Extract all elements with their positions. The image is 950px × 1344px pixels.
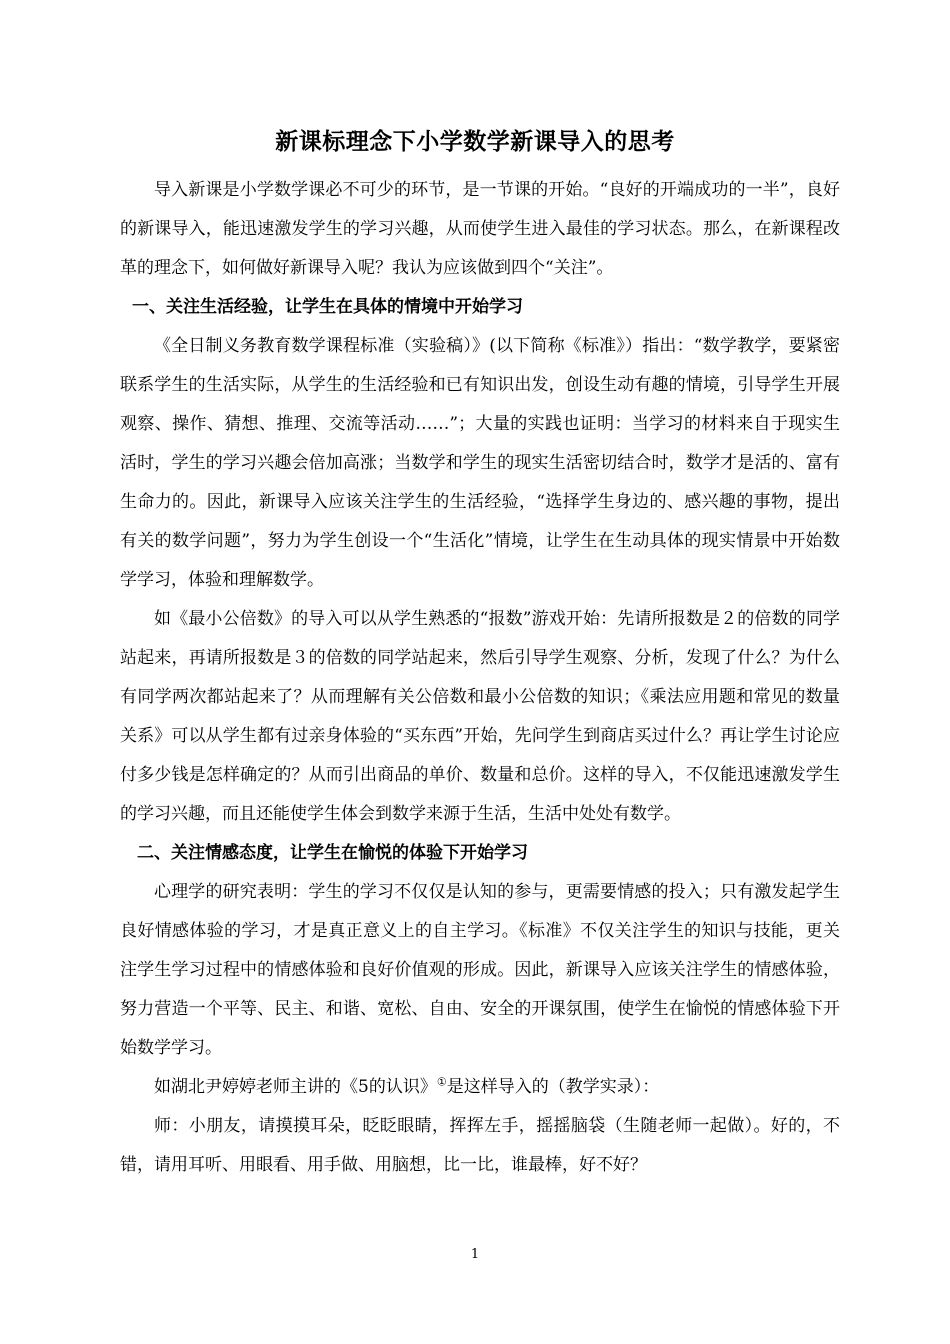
section-2-paragraph-3: 师：小朋友，请摸摸耳朵，眨眨眼睛，挥挥左手，摇摇脑袋（生随老师一起做）。好的，不错，请用耳听、用眼看、用手做、用脑想，比一比，谁最棒，好不好？ [120, 1116, 840, 1175]
footnote-reference[interactable]: ① [436, 1075, 447, 1089]
section-2-paragraph-2-tail: 是这样导入的（教学实录）： [446, 1077, 660, 1097]
section-2-paragraph-2 [120, 1068, 840, 1107]
section-2-heading: 二、关注情感态度，让学生在愉悦的体验下开始学习 [137, 843, 528, 863]
section-1-paragraph-1: 《全日制义务教育数学课程标准（实验稿）》(以下简称《标准》）指出：“数学教学，要紧密联系学生的生活实际，从学生的生活经验和已有知识出发，创设生动有趣的情境，引导学生开展观察、操作、猜想、推理、交流等活动……”；大量的实践也证明：当学习的材料来自于现实生活时，学生的学习兴趣会倍加高涨；当数学和学生的现实生活密切结合时，数学才是活的、富有生命力的。因此，新课导入应该关注学生的生活经验，“选择学生身边的、感兴趣的事物，提出有关的数学问题”，努力为学生创设一个“生活化”情境，让学生在生动具体的现实情景中开始数学学习，体验和理解数学。 [120, 336, 840, 590]
section-1-heading: 一、关注生活经验，让学生在具体的情境中开始学习 [132, 297, 523, 317]
section-2-paragraph-1: 心理学的研究表明：学生的学习不仅仅是认知的参与，更需要情感的投入；只有激发起学生良好情感体验的学习，才是真正意义上的自主学习。《标准》不仅关注学生的知识与技能，更关注学生学习过程中的情感体验和良好价值观的形成。因此，新课导入应该关注学生的情感体验，努力营造一个平等、民主、和谐、宽松、自由、安全的开课氛围，使学生在愉悦的情感体验下开始数学学习。 [120, 882, 840, 1058]
document-title: 新课标理念下小学数学新课导入的思考 [275, 128, 675, 155]
section-1-paragraph-2: 如《最小公倍数》的导入可以从学生熟悉的“报数”游戏开始：先请所报数是２的倍数的同学站起来，再请所报数是３的倍数的同学站起来，然后引导学生观察、分析，发现了什么？为什么有同学两次都站起来了？从而理解有关公倍数和最小公倍数的知识；《乘法应用题和常见的数量关系》可以从学生都有过亲身体验的“买东西”开始，先问学生到商店买过什么？再让学生讨论应付多少钱是怎样确定的？从而引出商品的单价、数量和总价。这样的导入，不仅能迅速激发学生的学习兴趣，而且还能使学生体会到数学来源于生活，生活中处处有数学。 [120, 609, 840, 824]
intro-paragraph: 导入新课是小学数学课必不可少的环节，是一节课的开始。“良好的开端成功的一半”，良好的新课导入，能迅速激发学生的学习兴趣，从而使学生进入最佳的学习状态。那么，在新课程改革的理念下，如何做好新课导入呢？我认为应该做到四个“关注”。 [120, 180, 840, 278]
page-number: 1 [470, 1247, 480, 1262]
section-2-paragraph-2-text: 如湖北尹婷婷老师主讲的《5的认识》 [154, 1077, 437, 1097]
document-body [120, 171, 840, 1185]
